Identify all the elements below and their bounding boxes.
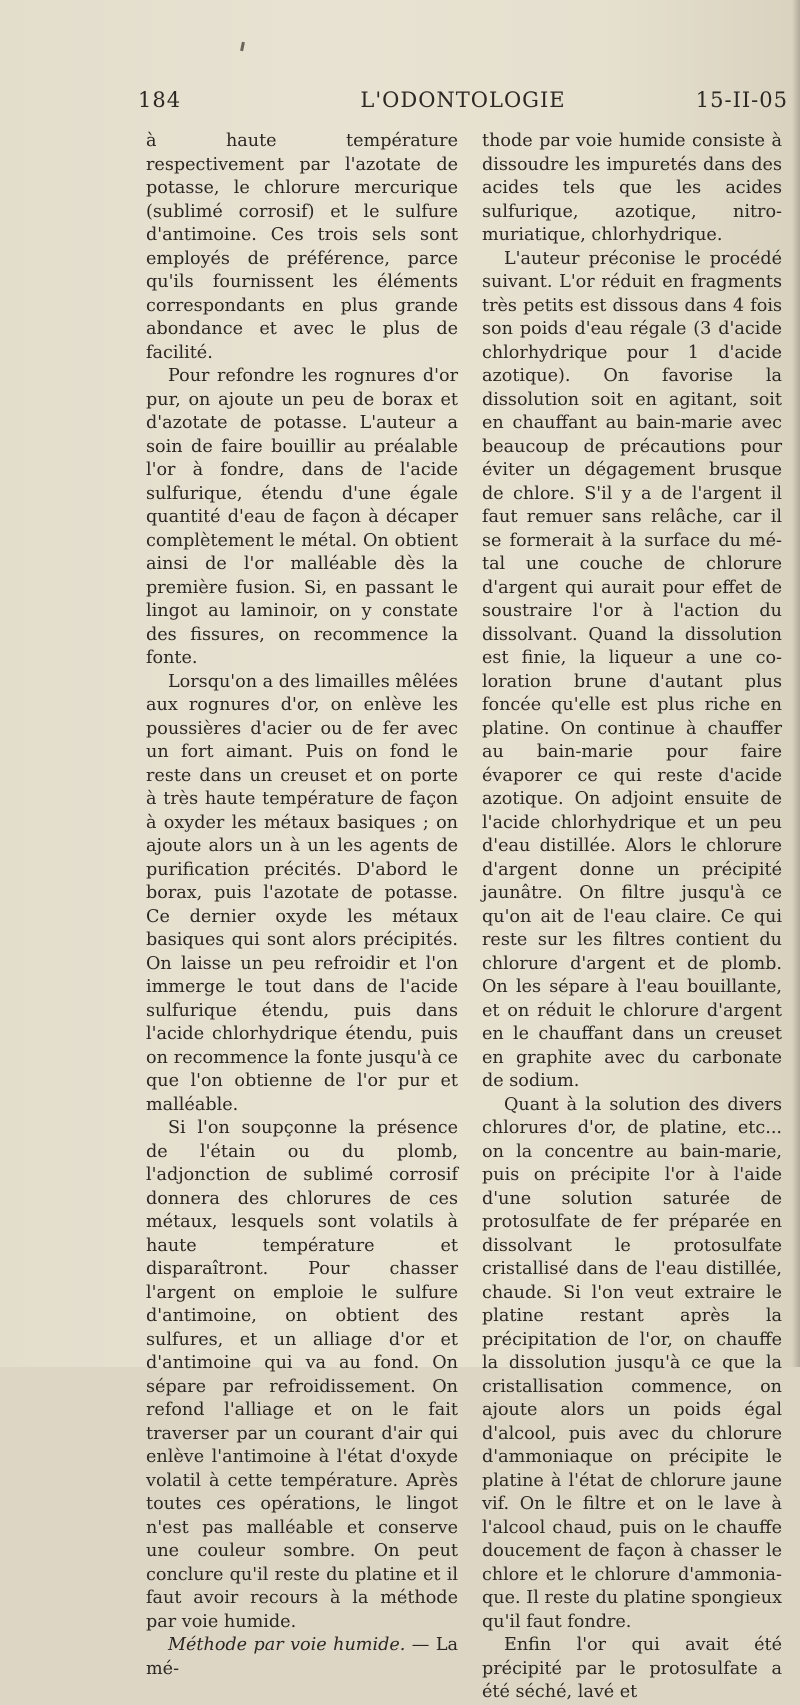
page-edge-shadow	[792, 0, 800, 1367]
paragraph	[146, 1634, 458, 1681]
paragraph: L'auteur préconise le procédé suivant. L'or réduit en fragments très petits est dissous dans 4 fois son poids d'eau régale (3 d'acide chlorhydrique pour 1 d'acide azotique). On favorise la dissolution soit en agitant, soit en chauffant au bain-marie avec beaucoup de précautions pour éviter un dégagement brusque de chlore. S'il y a de l'argent il faut remuer sans relâche, car il se formerait à la surface du métal une couche de chlorure d'argent qui aurait pour effet de soustraire l'or à l'action du dissolvant. Quand la dissolution est finie, la liqueur a une coloration brune d'autant plus foncée qu'elle est plus riche en platine. On continue à chauffer au bain-marie pour faire évaporer ce qui reste d'acide azotique. On adjoint ensuite de l'acide chlorhydrique et un peu d'eau distillée. Alors le chlorure d'argent donne un précipité jaunâtre. On filtre jusqu'à ce qu'on ait de l'eau claire. Ce qui reste sur les filtres contient du chlorure d'argent et de plomb. On les sépare à l'eau bouillante, et on réduit le chlorure d'argent en le chauffant dans un creuset en graphite avec du carbonate de sodium.	[482, 248, 782, 1091]
running-header	[138, 88, 788, 118]
paragraph: Pour refondre les rognures d'or pur, on ajoute un peu de borax et d'azotate de potasse. L'auteur a soin de faire bouillir au préalable l'or à fondre, dans de l'acide sulfurique, étendu d'une égale quantité d'eau de façon à décaper complètement le métal. On obtient ainsi de l'or malléable dès la première fusion. Si, en passant le lingot au laminoir, on y constate des fissures, on recommence la fonte.	[146, 366, 458, 668]
page-number: 184	[138, 88, 182, 112]
issue-date: 15-II-05	[695, 88, 788, 112]
section-heading-italic: Méthode par voie humide.	[168, 1635, 406, 1655]
paragraph: Quant à la solution des divers chlorures d'or, de platine, etc... on la concentre au bain-marie, puis on précipite l'or à l'aide d'une solution saturée de protosulfate de fer préparée en dissolvant le protosulfate cristallisé dans de l'eau distillée, chaude. Si l'on veut extraire le platine restant après la précipitation de l'or, on chauffe la dissolution jusqu'à ce que la cristallisation commence, on ajoute alors un poids égal d'alcool, puis avec du chlorure d'ammoniaque on précipite le platine à l'état de chlorure jaune vif. On le filtre et on le lave à l'alcool chaud, puis on le chauffe doucement de façon à chasser le chlore et le chlorure d'ammoniaque. Il reste du platine spongieux qu'il faut fondre.	[482, 1094, 782, 1632]
paragraph: Si l'on soupçonne la présence de l'étain ou du plomb, l'adjonction de sublimé corrosif donnera des chlorures de ces métaux, lesquels sont volatils à haute température et disparaîtront. Pour chasser l'argent on emploie le sulfure d'antimoine, on obtient des sulfures, et un alliage d'or et d'antimoine qui va au fond. On sépare par refroidissement. On refond l'alliage et on le fait traverser par un courant d'air qui enlève l'antimoine à l'état d'oxyde volatil à cette température. Après toutes ces opérations, le lingot n'est pas malléable et conserve une couleur sombre. On peut conclure qu'il reste du platine et il faut avoir recours à la méthode par voie humide.	[146, 1118, 458, 1632]
paragraph: Lorsqu'on a des limailles mêlées aux rognures d'or, on enlève les poussières d'acier ou de fer avec un fort aimant. Puis on fond le reste dans un creuset et on porte à très haute température de façon à oxyder les métaux basiques ; on ajoute alors un à un les agents de purification précités. D'abord le borax, puis l'azotate de potasse. Ce dernier oxyde les métaux basiques qui sont alors précipités. On laisse un peu refroidir et l'on immerge le tout dans de l'acide sulfurique étendu, puis dans l'acide chlorhydrique étendu, puis on recommence la fonte jusqu'à ce que l'on obtienne de l'or pur et malléable.	[146, 671, 458, 1115]
ink-speck	[240, 42, 245, 51]
left-column	[146, 130, 458, 1681]
paragraph: thode par voie humide consiste à dissoudre les impuretés dans des acides tels que les acides sulfurique, azotique, nitro-muriatique, chlorhydrique.	[482, 131, 782, 245]
paragraph: Enfin l'or qui avait été précipité par le protosulfate a été séché, lavé et	[482, 1635, 782, 1702]
paragraph-continuation: — La mé-	[146, 1635, 458, 1679]
running-title: L'ODONTOLOGIE	[360, 88, 566, 112]
paragraph: à haute température respectivement par l'azotate de potasse, le chlorure mercurique (sublimé corrosif) et le sulfure d'antimoine. Ces trois sels sont employés de préférence, parce qu'ils fournissent les éléments correspondants en plus grande abondance et avec le plus de facilité.	[146, 131, 458, 363]
right-column	[482, 130, 782, 1705]
